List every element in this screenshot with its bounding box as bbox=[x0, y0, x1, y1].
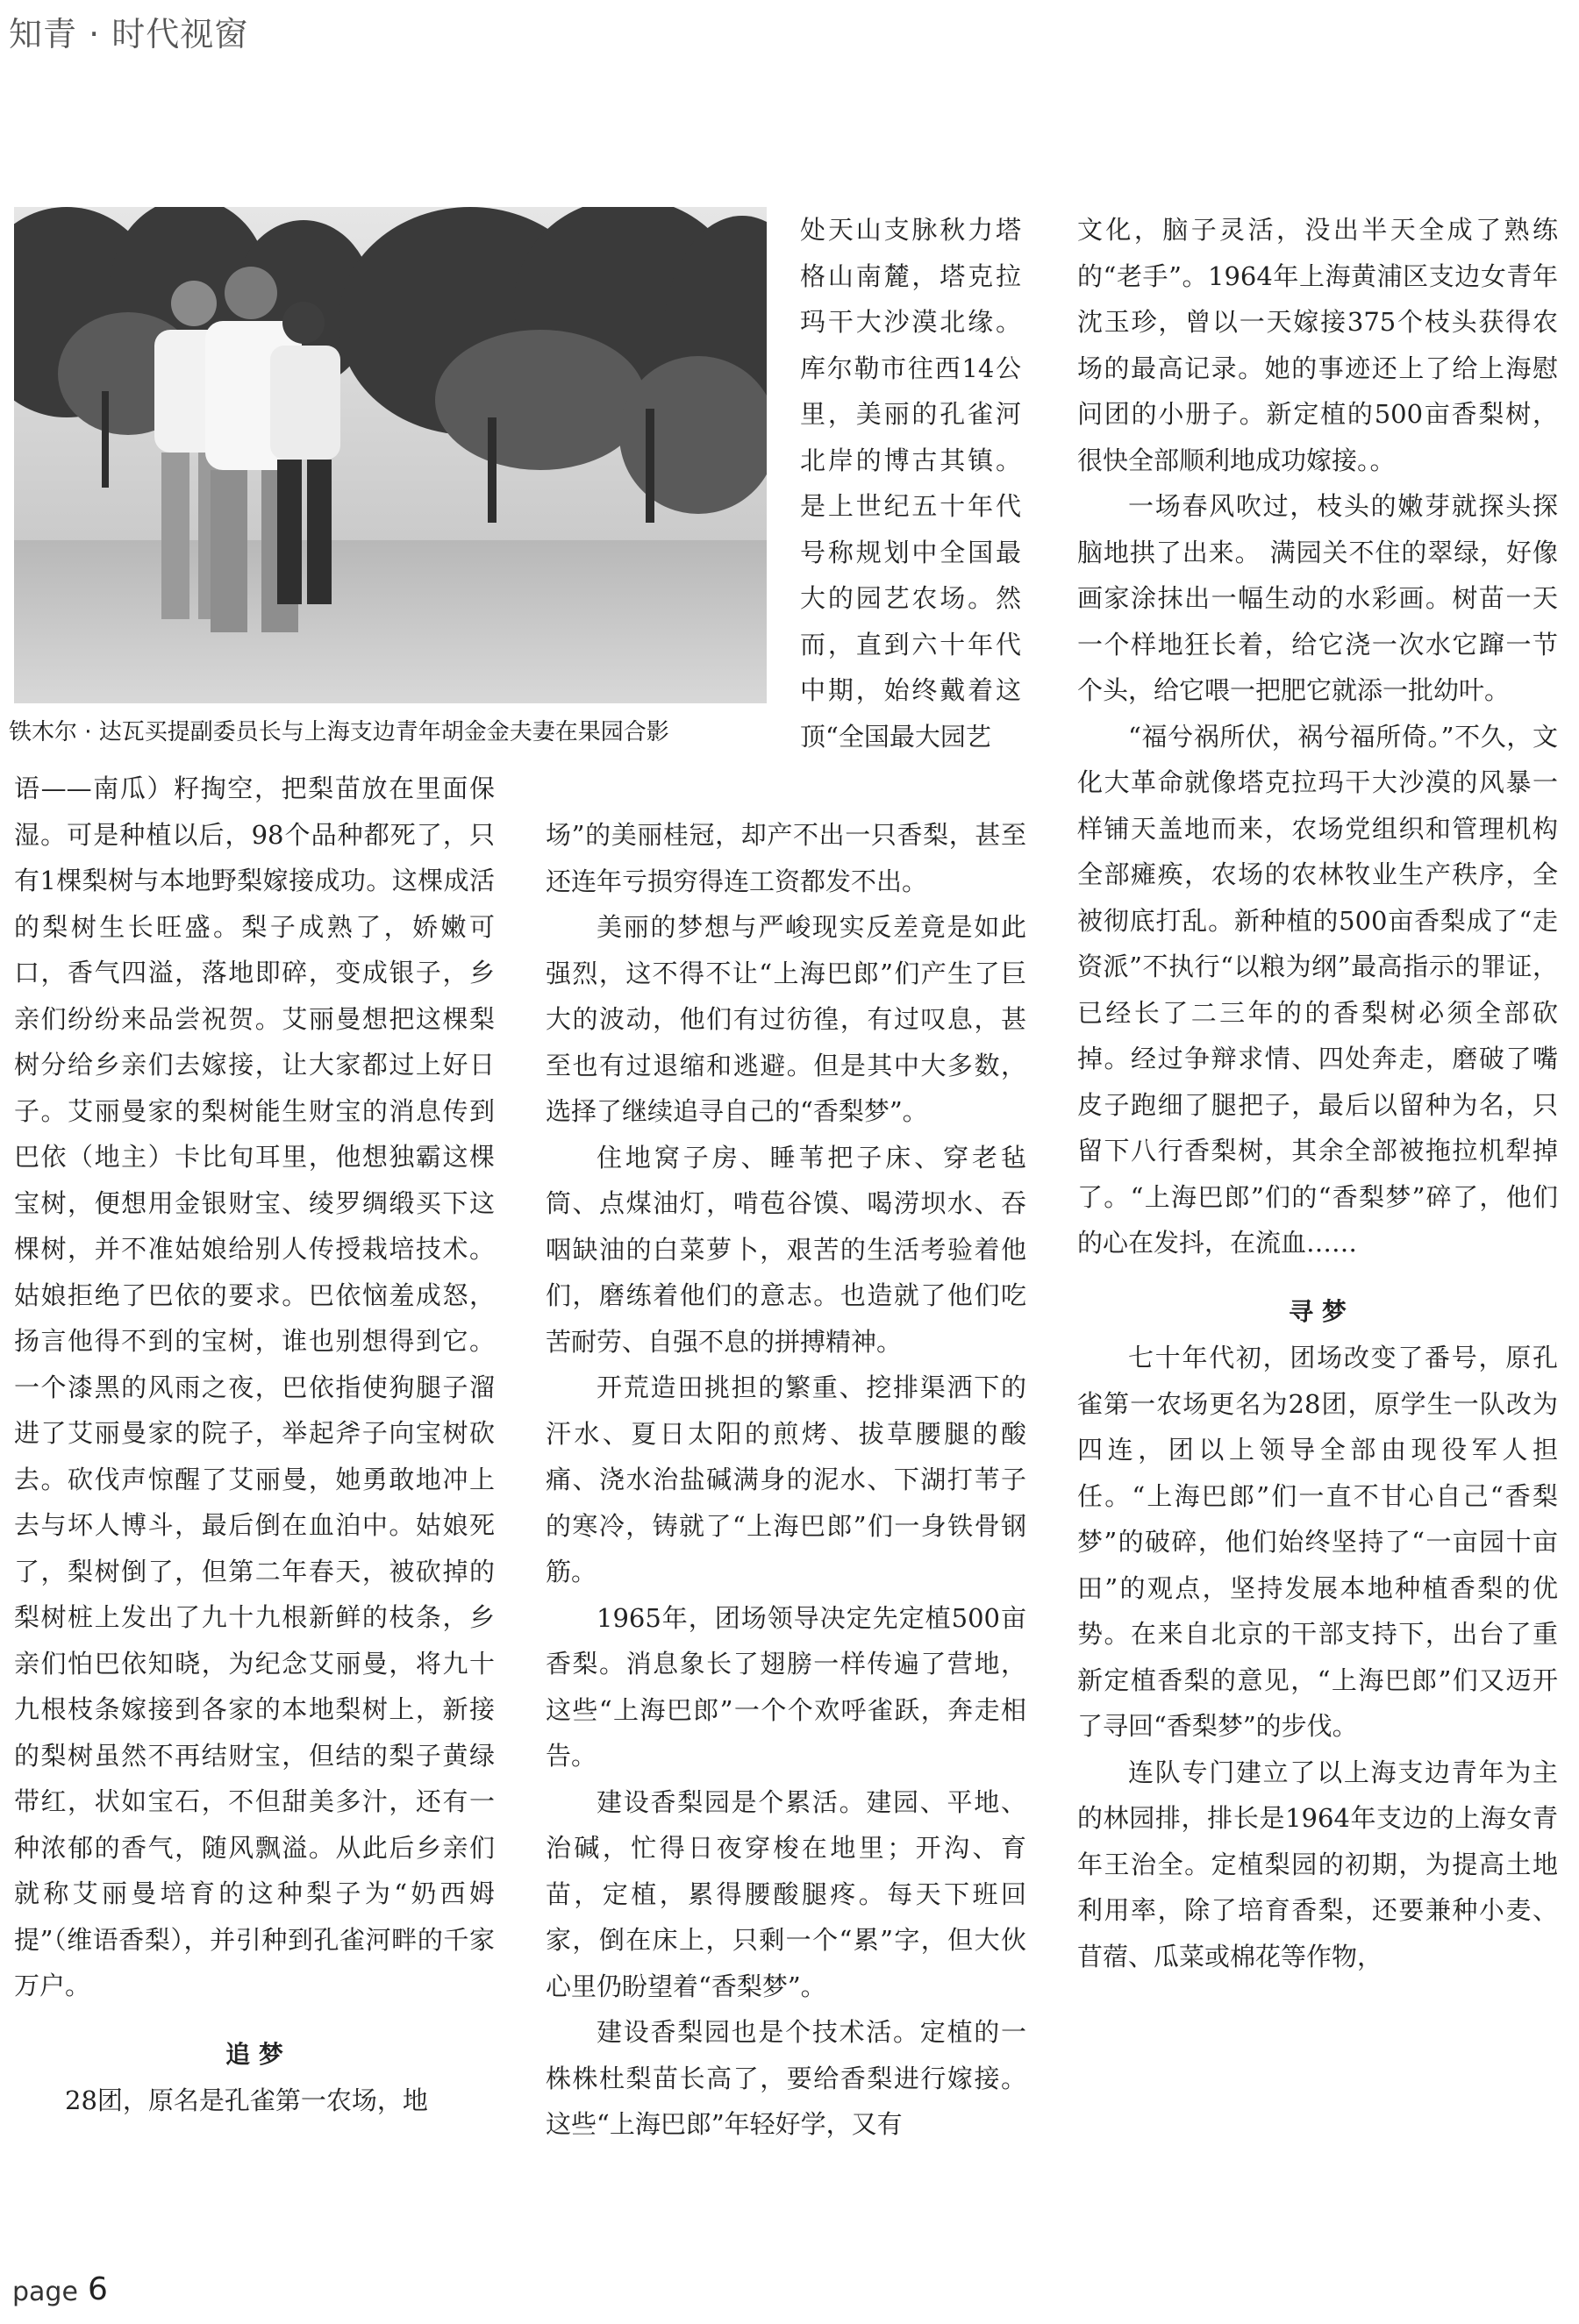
page-label: page bbox=[12, 2277, 78, 2307]
article-column-middle-top bbox=[800, 207, 1021, 759]
photo-caption: 铁木尔 · 达瓦买提副委员长与上海支边青年胡金金夫妻在果园合影 bbox=[9, 719, 669, 745]
paragraph: 处天山支脉秋力塔格山南麓，塔克拉玛干大沙漠北缘。库尔勒市往西14公里，美丽的孔雀河北岸的博古其镇。是上世纪五十年代号称规划中全国最大的园艺农场。然而，直到六十年代中期，始终戴着这顶“全国最大园艺 bbox=[800, 215, 1021, 752]
paragraph: 建设香梨园也是个技术活。定植的一株株杜梨苗长高了，要给香梨进行嫁接。这些“上海巴郎”年轻好学，又有 bbox=[546, 2017, 1026, 2139]
orchard-photo bbox=[14, 207, 767, 703]
section-header: 知青 · 时代视窗 bbox=[9, 15, 249, 53]
paragraph: 美丽的梦想与严峻现实反差竟是如此强烈，这不得不让“上海巴郎”们产生了巨大的波动，他们有过彷徨，有过叹息，甚至也有过退缩和逃避。但是其中大多数，选择了继续追寻自己的“香梨梦”。 bbox=[546, 912, 1026, 1126]
article-column-left bbox=[14, 766, 495, 2124]
article-column-middle bbox=[546, 812, 1026, 2148]
paragraph: 连队专门建立了以上海支边青年为主的林园排，排长是1964年支边的上海女青年王治全。定植梨园的初期，为提高土地利用率，除了培育香梨，还要兼种小麦、苜蓿、瓜菜或棉花等作物， bbox=[1077, 1757, 1558, 1971]
section-heading-zhuimeng: 追 梦 bbox=[225, 2039, 283, 2069]
paragraph: 28团，原名是孔雀第一农场，地 bbox=[65, 2085, 428, 2115]
section-heading-xunmeng: 寻 梦 bbox=[1289, 1296, 1347, 1326]
paragraph: 住地窝子房、睡苇把子床、穿老毡筒、点煤油灯，啃苞谷馍、喝涝坝水、吞咽缺油的白菜萝卜，艰苦的生活考验着他们，磨练着他们的意志。也造就了他们吃苦耐劳、自强不息的拼搏精神。 bbox=[546, 1142, 1026, 1357]
paragraph: 建设香梨园是个累活。建园、平地、治碱，忙得日夜穿梭在地里；开沟、育苗，定植，累得腰酸腿疼。每天下班回家，倒在床上，只剩一个“累”字，但大伙心里仍盼望着“香梨梦”。 bbox=[546, 1786, 1026, 2001]
paragraph: 场”的美丽桂冠，却产不出一只香梨，甚至还连年亏损穷得连工资都发不出。 bbox=[546, 820, 1026, 896]
paragraph: 文化，脑子灵活，没出半天全成了熟练的“老手”。1964年上海黄浦区支边女青年沈玉珍，曾以一天嫁接375个枝头获得农场的最高记录。她的事迹还上了给上海慰问团的小册子。新定植的500亩香梨树，很快全部顺利地成功嫁接。。 bbox=[1077, 215, 1558, 475]
paragraph: 七十年代初，团场改变了番号，原孔雀第一农场更名为28团，原学生一队改为四连，团以上领导全部由现役军人担任。“上海巴郎”们一直不甘心自己“香梨梦”的破碎，他们始终坚持了“一亩园十亩田”的观点，坚持发展本地种植香梨的优势。在来自北京的干部支持下，出台了重新定植香梨的意见，“上海巴郎”们又迈开了寻回“香梨梦”的步伐。 bbox=[1077, 1343, 1558, 1741]
paragraph: 一场春风吹过，枝头的嫩芽就探头探脑地拱了出来。 满园关不住的翠绿，好像画家涂抹出一幅生动的水彩画。树苗一天一个样地狂长着，给它浇一次水它蹿一节个头，给它喂一把肥它就添一批幼叶。 bbox=[1077, 491, 1558, 705]
article-column-right bbox=[1077, 207, 1558, 1979]
paragraph: 开荒造田挑担的繁重、挖排渠洒下的汗水、夏日太阳的煎烤、拔草腰腿的酸痛、浇水治盐碱满身的泥水、下湖打苇子的寒冷，铸就了“上海巴郎”们一身铁骨钢筋。 bbox=[546, 1372, 1026, 1586]
paragraph: 语——南瓜）籽掏空，把梨苗放在里面保湿。可是种植以后，98个品种都死了，只有1棵梨树与本地野梨嫁接成功。这棵成活的梨树生长旺盛。梨子成熟了，娇嫩可口，香气四溢，落地即碎，变成银子，乡亲们纷纷来品尝祝贺。艾丽曼想把这棵梨树分给乡亲们去嫁接，让大家都过上好日子。艾丽曼家的梨树能生财宝的消息传到巴依（地主）卡比旬耳里，他想独霸这棵宝树，便想用金银财宝、绫罗绸缎买下这棵树，并不准姑娘给别人传授栽培技术。姑娘拒绝了巴依的要求。巴依恼羞成怒，扬言他得不到的宝树，谁也别想得到它。一个漆黑的风雨之夜，巴依指使狗腿子溜进了艾丽曼家的院子，举起斧子向宝树砍去。砍伐声惊醒了艾丽曼，她勇敢地冲上去与坏人博斗，最后倒在血泊中。姑娘死了，梨树倒了，但第二年春天，被砍掉的梨树桩上发出了九十九根新鲜的枝条，乡亲们怕巴依知晓，为纪念艾丽曼，将九十九根枝条嫁接到各家的本地梨树上，新接的梨树虽然不再结财宝，但结的梨子黄绿带红，状如宝石，不但甜美多汁，还有一种浓郁的香气，随风飘溢。从此后乡亲们就称艾丽曼培育的这种梨子为“奶西姆提”（维语香梨），并引种到孔雀河畔的千家万户。 bbox=[14, 773, 495, 2000]
page-number: 6 bbox=[88, 2271, 108, 2307]
paragraph: 1965年，团场领导决定先定植500亩香梨。消息象长了翅膀一样传遍了营地，这些“上海巴郎”一个个欢呼雀跃，奔走相告。 bbox=[546, 1602, 1026, 1771]
paragraph: “福兮祸所伏，祸兮福所倚。”不久，文化大革命就像塔克拉玛干大沙漠的风暴一样铺天盖地而来，农场党组织和管理机构全部瘫痪，农场的农林牧业生产秩序，全被彻底打乱。新种植的500亩香梨成了“走资派”不执行“以粮为纲”最高指示的罪证，已经长了二三年的的香梨树必须全部砍掉。经过争辩求情、四处奔走，磨破了嘴皮子跑细了腿把子，最后以留种为名，只留下八行香梨树，其余全部被拖拉机犁掉了。“上海巴郎”们的“香梨梦”碎了，他们的心在发抖，在流血…… bbox=[1077, 721, 1558, 1258]
